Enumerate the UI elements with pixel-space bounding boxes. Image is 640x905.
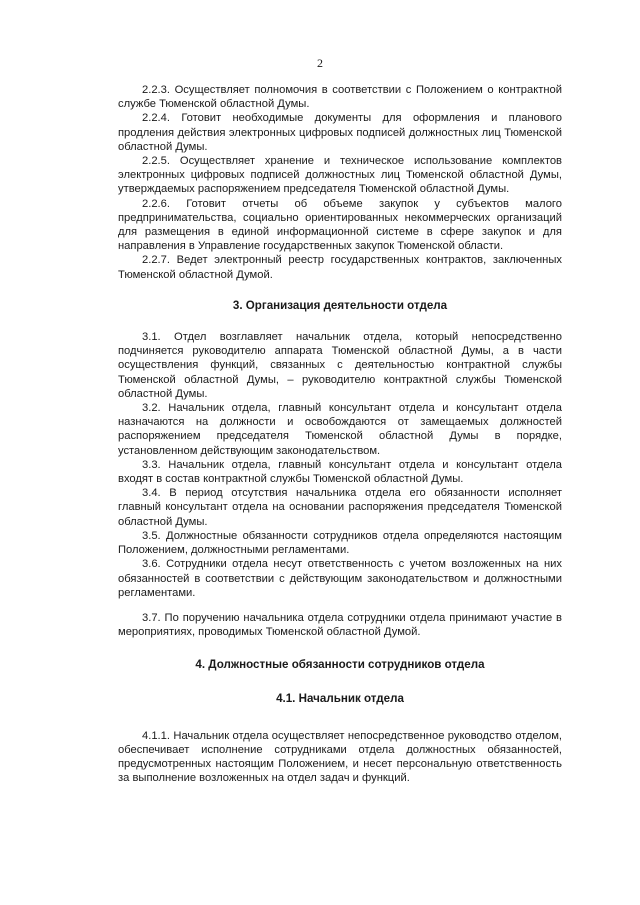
paragraph-2-2-5: 2.2.5. Осуществляет хранение и техническое использование комплектов электронных цифровых подписей должностных лиц Тюменской областной Думы, утверждаемых распоряжением председателя Тюменской областной Думы.	[118, 155, 562, 196]
section-4-heading: 4. Должностные обязанности сотрудников отдела	[195, 658, 485, 672]
paragraph-2-2-3: 2.2.3. Осуществляет полномочия в соответствии с Положением о контрактной службе Тюменской областной Думы.	[118, 84, 562, 111]
paragraph-3-6: 3.6. Сотрудники отдела несут ответственность с учетом возложенных на них обязанностей в соответствии с действующим законодательством и должностными регламентами.	[118, 558, 562, 599]
paragraph-2-2-7: 2.2.7. Ведет электронный реестр государственных контрактов, заключенных Тюменской областной Думой.	[118, 254, 562, 281]
section-3-heading: 3. Организация деятельности отдела	[232, 298, 448, 312]
paragraph-2-2-6: 2.2.6. Готовит отчеты об объеме закупок у субъектов малого предпринимательства, социально ориентированных некоммерческих организаций для размещения в единой информационной системе в сфере закупок и для направления в Управление государственных закупок Тюменской области.	[118, 197, 562, 253]
paragraph-3-3: 3.3. Начальник отдела, главный консультант отдела и консультант отдела входят в состав контрактной службы Тюменской областной Думы.	[118, 458, 562, 486]
paragraph-3-4: 3.4. В период отсутствия начальника отдела его обязанности исполняет главный консультант отдела на основании распоряжения председателя Тюменской областной Думы.	[118, 487, 562, 528]
section-4-1-heading: 4.1. Начальник отдела	[276, 691, 404, 705]
paragraph-3-7: 3.7. По поручению начальника отдела сотрудники отдела принимают участие в мероприятиях, проводимых Тюменской областной Думой.	[118, 611, 562, 639]
paragraph-3-1: 3.1. Отдел возглавляет начальник отдела, который непосредственно подчиняется руководителю аппарата Тюменской областной Думы, а в части осуществления функций, связанных с деятельностью контрактной службы Тюменской областной Думы, – руководителю контрактной службы Тюменской областной Думы.	[118, 331, 562, 400]
paragraph-2-2-4: 2.2.4. Готовит необходимые документы для оформления и планового продления действия электронных цифровых подписей должностных лиц Тюменской областной Думы.	[118, 112, 562, 153]
page-number: 2	[317, 56, 323, 70]
document-body	[118, 83, 562, 786]
paragraph-3-5: 3.5. Должностные обязанности сотрудников отдела определяются настоящим Положением, должностными регламентами.	[118, 529, 562, 557]
paragraph-3-2: 3.2. Начальник отдела, главный консультант отдела и консультант отдела назначаются на должности и освобождаются от замещаемых должностей распоряжением председателя Тюменской областной Думы в порядке, установленном действующим законодательством.	[118, 402, 562, 457]
paragraph-4-1-1: 4.1.1. Начальник отдела осуществляет непосредственное руководство отделом, обеспечивает исполнение сотрудниками отдела должностных обязанностей, предусмотренных настоящим Положением, и несет персональную ответственность за выполнение возложенных на отдел задач и функций.	[118, 729, 562, 785]
